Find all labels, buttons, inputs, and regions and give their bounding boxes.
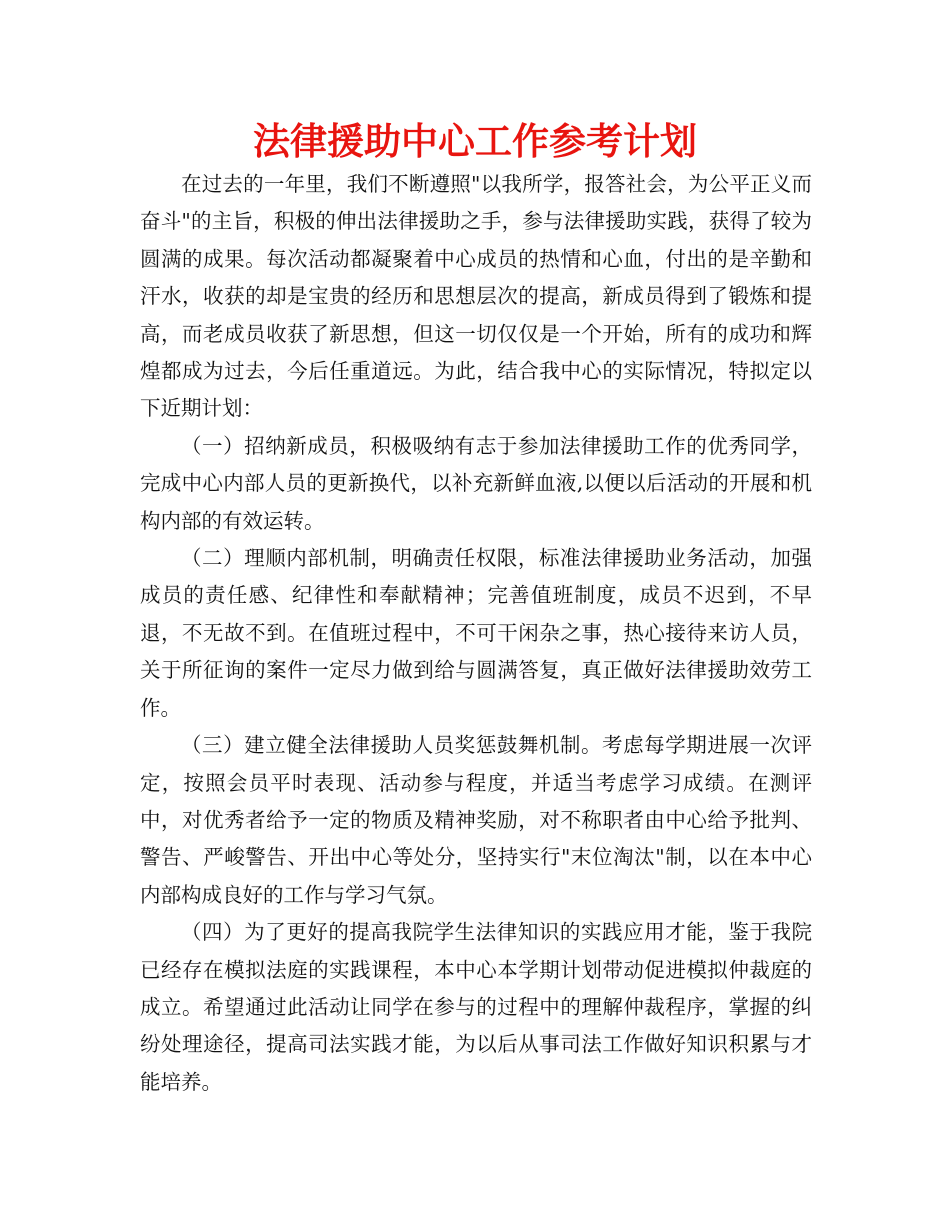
plan-item-1-paragraph: （一）招纳新成员，积极吸纳有志于参加法律援助工作的优秀同学，完成中心内部人员的更新换代，以补充新鲜血液,以便以后活动的开展和机构内部的有效运转。	[140, 433, 812, 533]
plan-item-2-paragraph: （二）理顺内部机制，明确责任权限，标准法律援助业务活动，加强成员的责任感、纪律性和奉献精神；完善值班制度，成员不迟到，不早退，不无故不到。在值班过程中，不可干闲杂之事，热心接待来访人员，关于所征询的案件一定尽力做到给与圆满答复，真正做好法律援助效劳工作。	[140, 546, 812, 720]
plan-item-3-paragraph: （三）建立健全法律援助人员奖惩鼓舞机制。考虑每学期进展一次评定，按照会员平时表现、活动参与程度，并适当考虑学习成绩。在测评中，对优秀者给予一定的物质及精神奖励，对不称职者由中心给予批判、警告、严峻警告、开出中心等处分，坚持实行"末位淘汰"制，以在本中心内部构成良好的工作与学习气氛。	[140, 733, 812, 907]
document-title: 法律援助中心工作参考计划	[253, 120, 697, 163]
intro-paragraph: 在过去的一年里，我们不断遵照"以我所学，报答社会，为公平正义而奋斗"的主旨，积极的伸出法律援助之手，参与法律援助实践，获得了较为圆满的成果。每次活动都凝聚着中心成员的热情和心血，付出的是辛勤和汗水，收获的却是宝贵的经历和思想层次的提高，新成员得到了锻炼和提高，而老成员收获了新思想，但这一切仅仅是一个开始，所有的成功和辉煌都成为过去，今后任重道远。为此，结合我中心的实际情况，特拟定以下近期计划：	[140, 172, 812, 421]
plan-item-4-paragraph: （四）为了更好的提高我院学生法律知识的实践应用才能，鉴于我院已经存在模拟法庭的实践课程，本中心本学期计划带动促进模拟仲裁庭的成立。希望通过此活动让同学在参与的过程中的理解仲裁程序，掌握的纠纷处理途径，提高司法实践才能，为以后从事司法工作做好知识积累与才能培养。	[140, 920, 812, 1094]
document-body	[140, 166, 812, 1101]
